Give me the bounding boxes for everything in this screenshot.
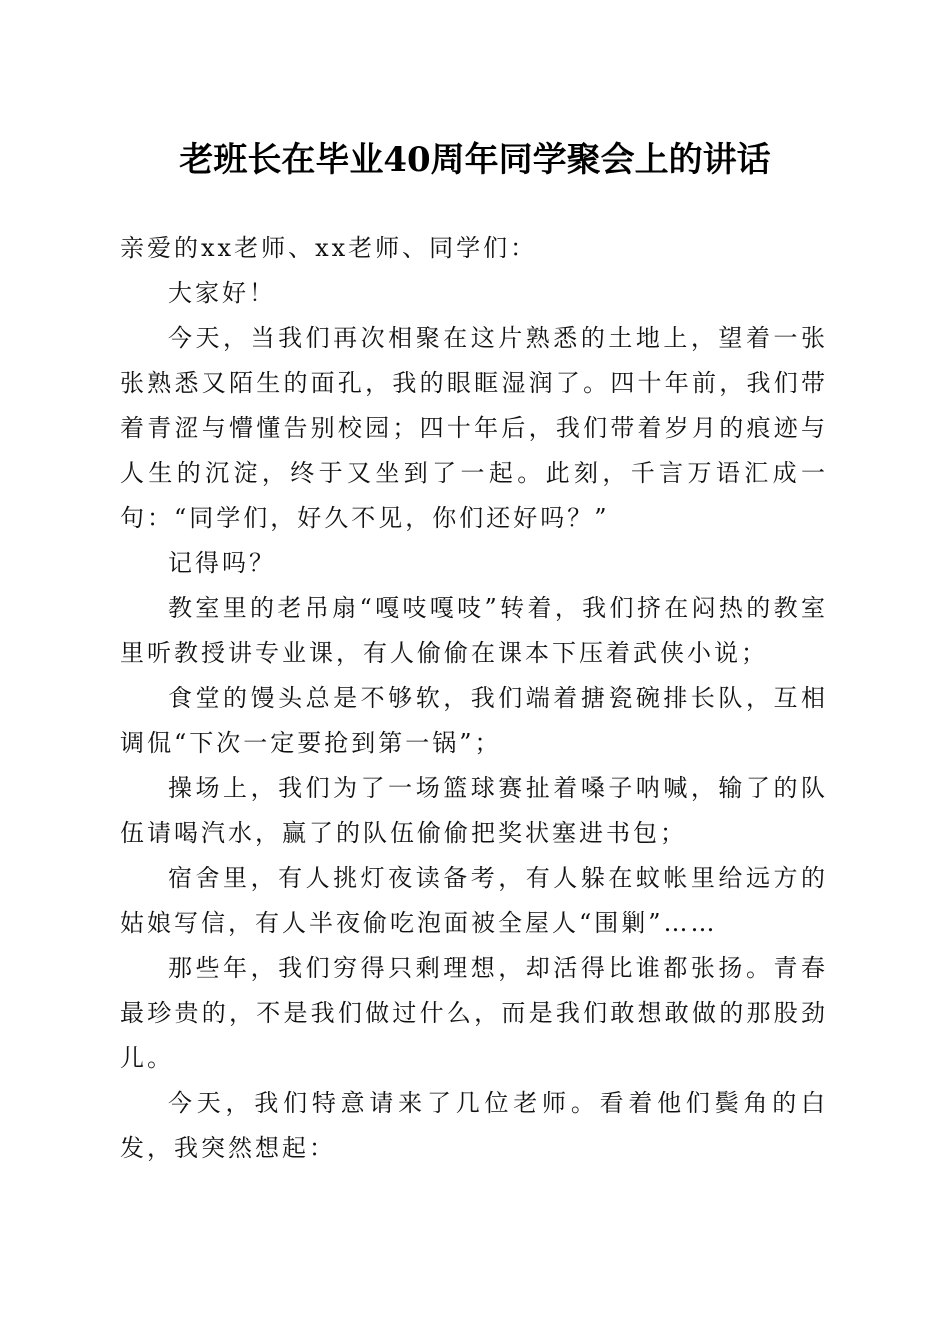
paragraph-remember: 记得吗？ [168,549,276,577]
paragraph-those-years: 那些年，我们穷得只剩理想，却活得比谁都张扬。青春最珍贵的，不是我们做过什么，而是我们敢想敢做的那股劲儿。 [120,954,828,1072]
paragraph-classroom: 教室里的老吊扇“嘎吱嘎吱”转着，我们挤在闷热的教室里听教授讲专业课，有人偷偷在课本下压着武侠小说； [120,594,828,667]
paragraph-playground: 操场上，我们为了一场篮球赛扯着嗓子呐喊，输了的队伍请喝汽水，赢了的队伍偷偷把奖状塞进书包； [120,774,828,847]
salutation: 亲爱的xx老师、xx老师、同学们： [120,234,538,262]
document-title: 老班长在毕业40周年同学聚会上的讲话 [179,140,771,180]
document-body [120,226,828,1171]
paragraph-teachers: 今天，我们特意请来了几位老师。看着他们鬓角的白发，我突然想起： [120,1089,828,1162]
paragraph-greeting: 大家好！ [168,279,276,307]
paragraph-canteen: 食堂的馒头总是不够软，我们端着搪瓷碗排长队，互相调侃“下次一定要抢到第一锅”； [120,684,828,757]
paragraph-reunion: 今天，当我们再次相聚在这片熟悉的土地上，望着一张张熟悉又陌生的面孔，我的眼眶湿润了。四十年前，我们带着青涩与懵懂告别校园；四十年后，我们带着岁月的痕迹与人生的沉淀，终于又坐到了一起。此刻，千言万语汇成一句：“同学们，好久不见，你们还好吗？” [120,324,828,532]
paragraph-dormitory: 宿舍里，有人挑灯夜读备考，有人躲在蚊帐里给远方的姑娘写信，有人半夜偷吃泡面被全屋人“围剿”…… [120,864,828,937]
